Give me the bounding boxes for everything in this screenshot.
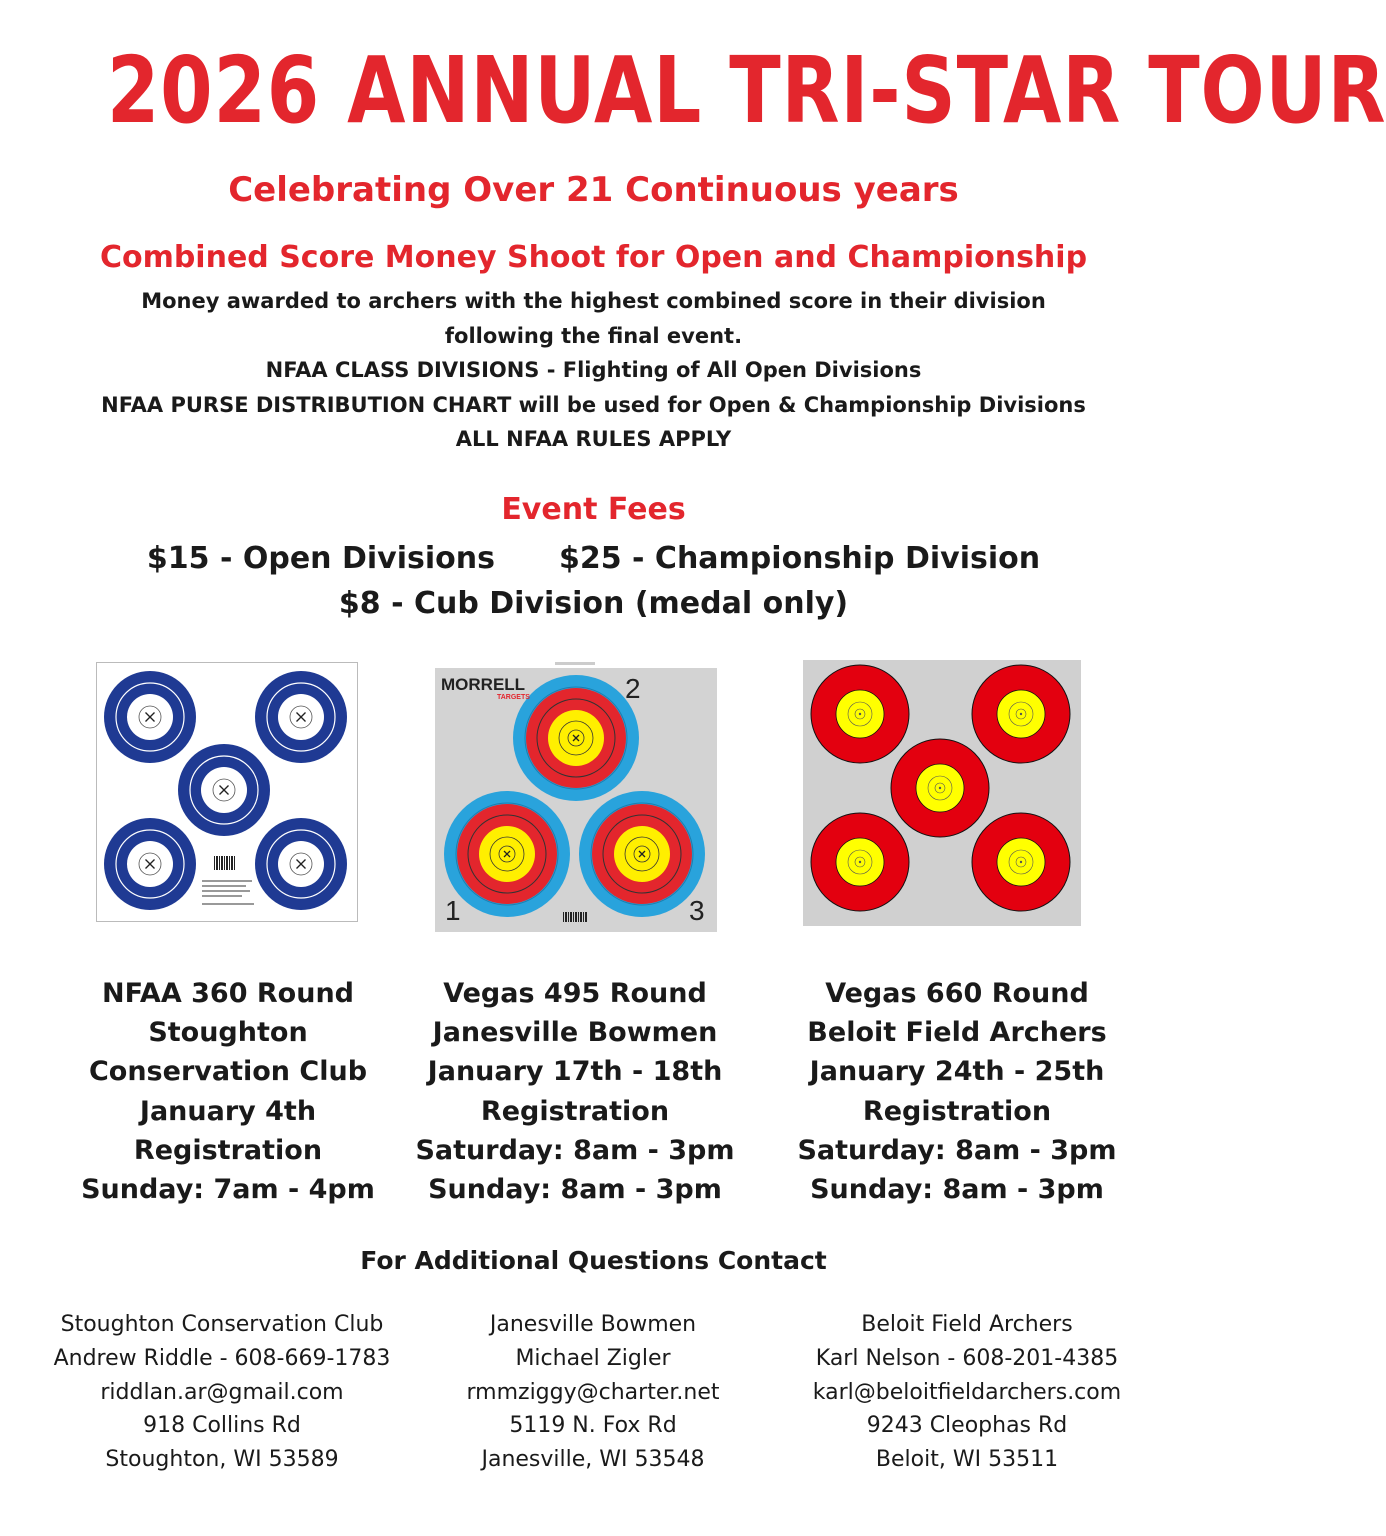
contact-club: Janesville Bowmen	[489, 1312, 697, 1337]
round-line: Saturday: 8am - 3pm	[797, 1134, 1117, 1166]
round-line: Registration	[862, 1095, 1052, 1127]
fee-championship: $25 - Championship Division	[558, 541, 1041, 576]
round-vegas-660	[787, 974, 1127, 1209]
contact-street: 918 Collins Rd	[143, 1413, 301, 1439]
fee-cub: $8 - Cub Division (medal only)	[338, 586, 849, 621]
morrell-logo: MORRELL	[441, 675, 526, 694]
round-line: Conservation Club	[88, 1056, 368, 1088]
money-shoot-line: NFAA CLASS DIVISIONS - Flighting of All Open Divisions	[265, 358, 922, 382]
spot-number-2: 2	[625, 673, 641, 704]
morrell-logo-sub: TARGETS	[497, 694, 530, 701]
contact-email-link[interactable]: riddlan.ar@gmail.com	[100, 1379, 344, 1405]
contact-janesville	[398, 1308, 788, 1477]
fee-open: $15 - Open Divisions	[146, 541, 495, 576]
contact-email-link[interactable]: karl@beloitfieldarchers.com	[812, 1379, 1122, 1405]
round-line: January 24th - 25th	[809, 1056, 1105, 1088]
round-line: Sunday: 8am - 3pm	[810, 1174, 1104, 1206]
contact-person: Michael Zigler	[515, 1345, 671, 1371]
contact-city: Janesville, WI 53548	[481, 1447, 705, 1473]
money-shoot-details	[0, 284, 1187, 457]
round-line: Sunday: 7am - 4pm	[81, 1174, 375, 1206]
round-line: Registration	[133, 1134, 323, 1166]
round-nfaa-360	[58, 974, 398, 1209]
contact-street: 5119 N. Fox Rd	[509, 1413, 677, 1439]
contact-beloit	[772, 1308, 1162, 1477]
poster-subtitle: Celebrating Over 21 Continuous years	[228, 170, 959, 210]
contact-street: 9243 Cleophas Rd	[866, 1413, 1068, 1439]
round-line: NFAA 360 Round	[101, 978, 354, 1009]
contact-email-link[interactable]: rmmziggy@charter.net	[466, 1379, 720, 1405]
contact-city: Stoughton, WI 53589	[105, 1447, 339, 1473]
contact-heading: For Additional Questions Contact	[360, 1246, 827, 1275]
round-line: January 17th - 18th	[427, 1056, 723, 1088]
round-line: Saturday: 8am - 3pm	[415, 1134, 735, 1166]
contact-person: Karl Nelson - 608-201-4385	[815, 1345, 1119, 1371]
round-line: Janesville Bowmen	[432, 1017, 718, 1049]
round-line: Vegas 660 Round	[825, 978, 1089, 1009]
event-fees	[0, 536, 1187, 626]
event-fees-heading: Event Fees	[501, 492, 686, 527]
contact-city: Beloit, WI 53511	[875, 1447, 1059, 1473]
spot-number-3: 3	[689, 895, 705, 926]
money-shoot-line: Money awarded to archers with the highest combined score in their division	[141, 289, 1046, 313]
round-line: Registration	[480, 1095, 670, 1127]
vegas-three-spot-target-icon	[435, 662, 717, 932]
five-spot-target-icon	[803, 660, 1081, 926]
round-line: Sunday: 8am - 3pm	[428, 1174, 722, 1206]
money-shoot-heading: Combined Score Money Shoot for Open and Championship	[99, 240, 1088, 275]
money-shoot-line: NFAA PURSE DISTRIBUTION CHART will be used for Open & Championship Divisions	[101, 392, 1086, 417]
contact-club: Beloit Field Archers	[861, 1312, 1073, 1337]
contact-stoughton	[27, 1308, 417, 1477]
contact-club: Stoughton Conservation Club	[60, 1312, 384, 1337]
round-vegas-495	[405, 974, 745, 1209]
nfaa-five-spot-target-icon	[96, 662, 358, 922]
poster-title: 2026 ANNUAL TRI-STAR TOUR	[106, 37, 1386, 144]
round-line: Stoughton	[148, 1017, 308, 1049]
money-shoot-line: following the final event.	[444, 323, 743, 348]
round-line: Beloit Field Archers	[807, 1017, 1107, 1049]
round-line: January 4th	[139, 1095, 317, 1127]
contact-person: Andrew Riddle - 608-669-1783	[53, 1345, 391, 1371]
spot-number-1: 1	[445, 895, 461, 926]
money-shoot-line: ALL NFAA RULES APPLY	[455, 427, 732, 451]
round-line: Vegas 495 Round	[443, 978, 707, 1009]
